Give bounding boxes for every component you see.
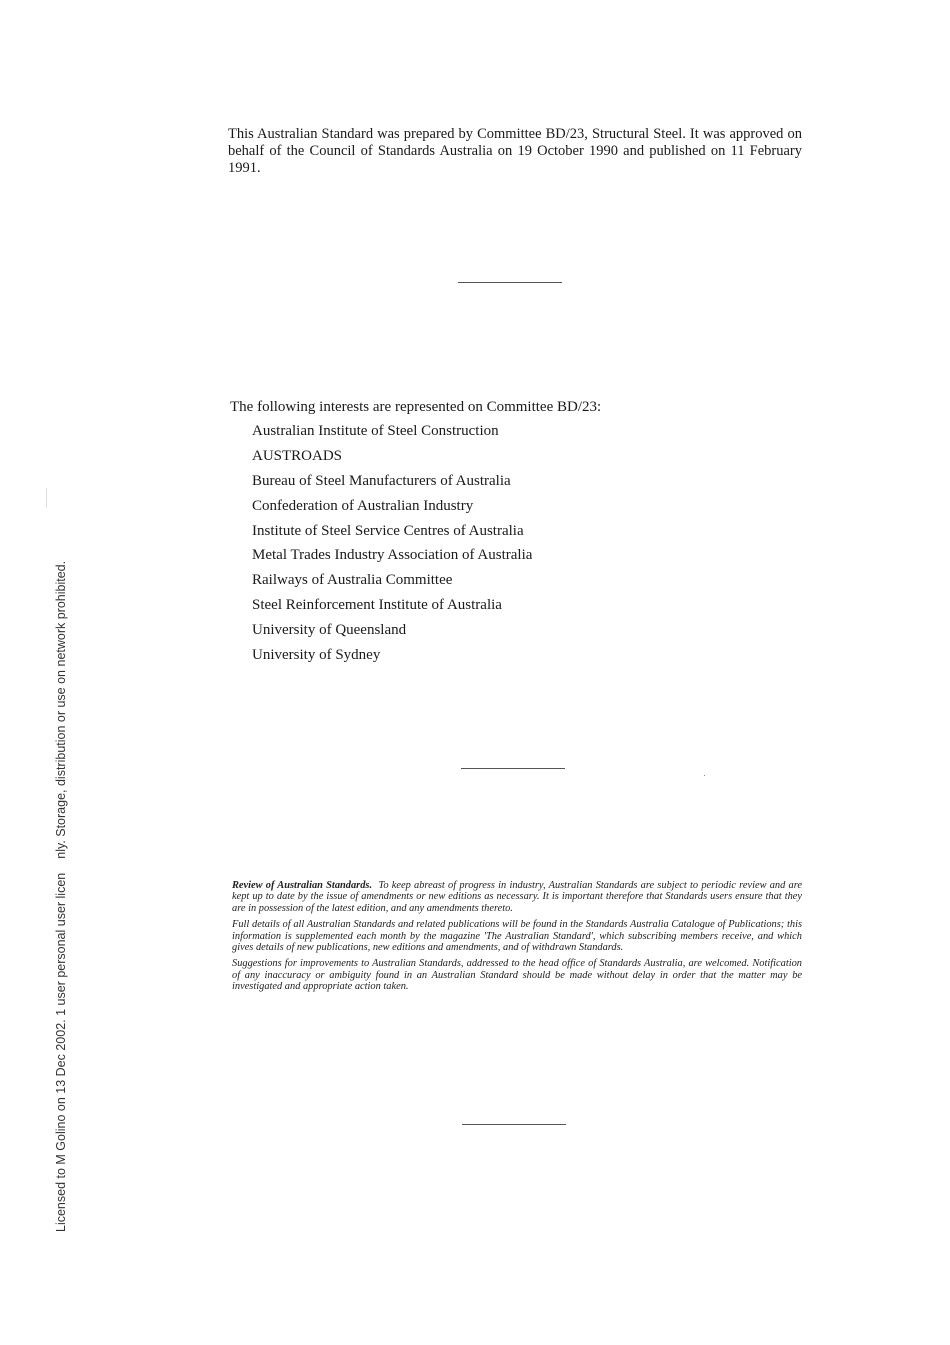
interests-heading: The following interests are represented on Committee BD/23:: [230, 399, 602, 415]
review-paragraph-3: Suggestions for improvements to Australian Standards, addressed to the head office of Standards Australia, are welcomed. Notification of any inaccuracy or ambiguity found in an Australian Standard should be made without delay in order that the matter may be investigated and appropriate action taken.: [232, 958, 802, 993]
list-item: Metal Trades Industry Association of Australia: [252, 547, 533, 564]
scan-edge-mark: [46, 488, 47, 508]
list-item: Railways of Australia Committee: [252, 572, 453, 589]
scan-speck: [704, 775, 705, 776]
list-item: University of Queensland: [252, 622, 407, 639]
review-paragraph-2: Full details of all Australian Standards and related publications will be found in the Standards Australia Catalogue of Publications; this information is supplemented each month by the magazine 'The Australian Standard', which subscribing members receive, and which gives details of new publications, new editions and amendments, and of withdrawn Standards.: [232, 919, 802, 954]
license-text-part-2: nly. Storage, distribution or use on network prohibited.: [54, 560, 68, 859]
list-item: Confederation of Australian Industry: [252, 497, 474, 514]
list-item: Steel Reinforcement Institute of Australia: [252, 597, 502, 614]
preparation-statement: This Australian Standard was prepared by Committee BD/23, Structural Steel. It was approved on behalf of the Council of Standards Australia on 19 October 1990 and published on 11 February 1991.: [228, 126, 802, 176]
list-item: Institute of Steel Service Centres of Australia: [252, 522, 524, 539]
committee-member-list: [252, 421, 532, 670]
divider-bottom: [462, 1124, 566, 1125]
review-lead: Review of Australian Standards.: [232, 880, 373, 891]
list-item: Bureau of Steel Manufacturers of Australia: [252, 472, 511, 489]
list-item: AUSTROADS: [252, 447, 343, 464]
list-item: Australian Institute of Steel Construction: [252, 423, 499, 439]
divider-middle: [461, 768, 565, 769]
divider-top: [458, 282, 562, 283]
review-text-1: To keep abreast of progress in industry, Australian Standards are subject to periodic review and are kept up to date by the issue of amendments or new editions as necessary. It is important therefore that Standards users ensure that they are in possession of the latest edition, and any amendments thereto.: [232, 880, 802, 914]
license-watermark: [54, 561, 68, 1232]
review-notice: [232, 880, 802, 998]
license-text-part-1: Licensed to M Golino on 13 Dec 2002. 1 user personal user licen: [54, 872, 68, 1232]
review-paragraph-1: [232, 880, 802, 914]
list-item: University of Sydney: [252, 647, 381, 664]
